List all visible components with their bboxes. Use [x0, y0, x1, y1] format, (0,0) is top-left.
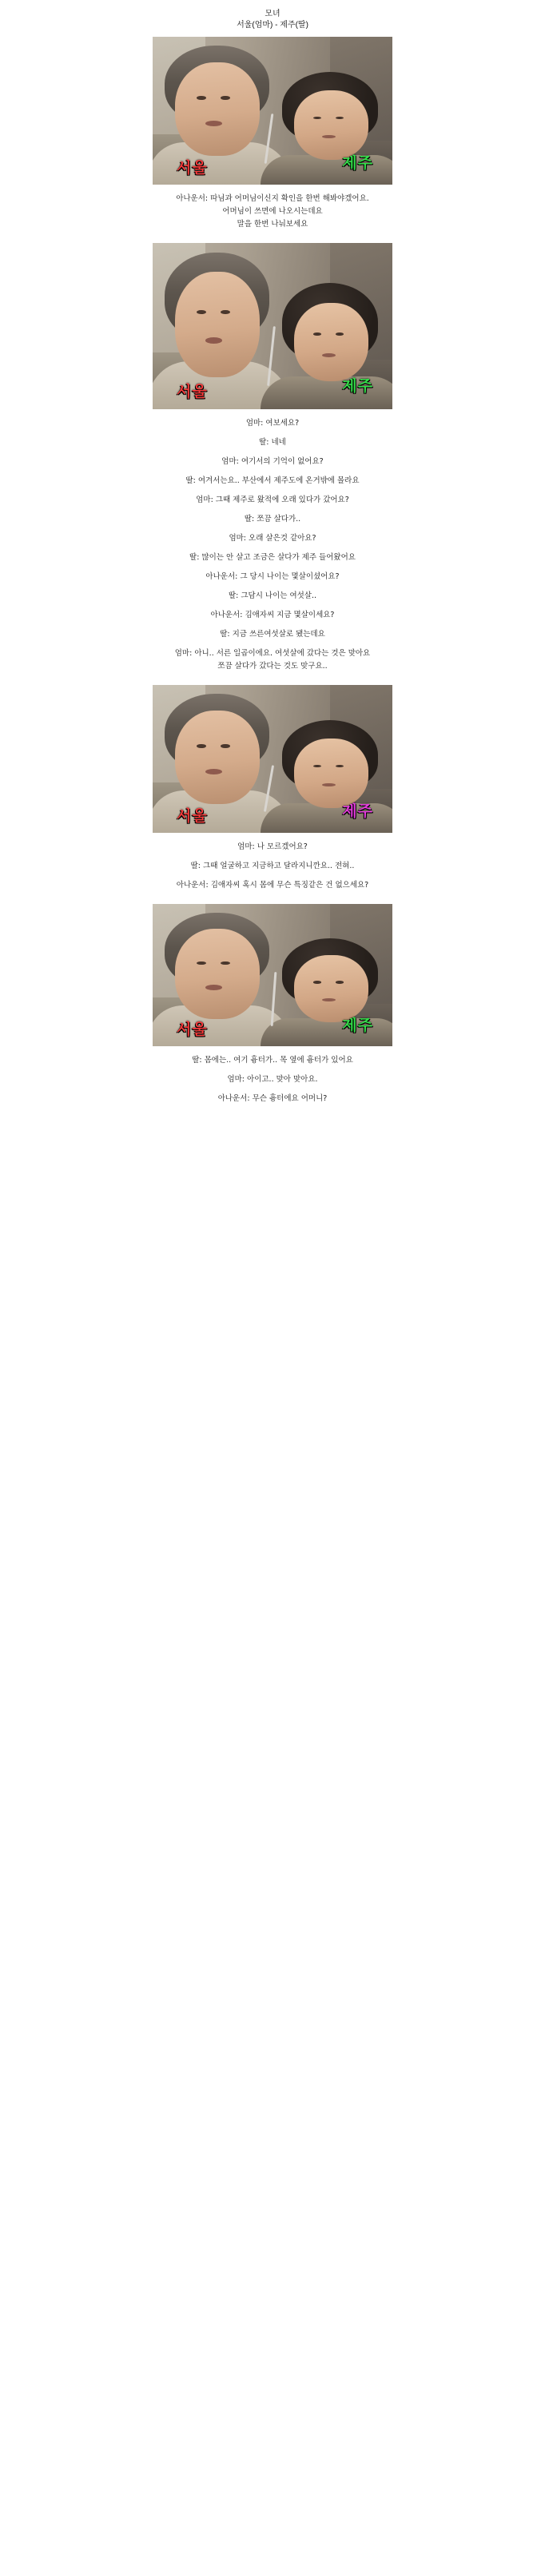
caption-tag-jeju: 제주: [342, 1016, 373, 1034]
photo-scene: [153, 685, 392, 833]
mother-eye-left: [197, 962, 206, 966]
dialogue-line: 엄마: 여보세요?: [245, 419, 300, 428]
daughter-eye-left: [313, 981, 321, 983]
person-daughter: [272, 283, 392, 409]
caption-tag-jeju: 제주: [342, 802, 373, 821]
content-block: [0, 37, 545, 235]
dialogue-line: 딸: 많이는 안 살고 조금은 살다가 제주 들어왔어요: [189, 553, 356, 562]
dialogue-line: 엄마: 여기서의 기억이 없어요?: [221, 457, 324, 466]
mother-eye-right: [221, 96, 230, 100]
mother-face: [175, 929, 260, 1019]
daughter-mouth: [322, 135, 336, 138]
screenshot-photo: [153, 685, 392, 833]
dialogue-line: 딸: 쪼끔 살다가..: [244, 515, 301, 524]
photo-scene: [153, 243, 392, 409]
screenshot-photo: [153, 243, 392, 409]
photo-scene: [153, 904, 392, 1046]
dialogue-line: 엄마: 그때 제주로 왔적에 오래 있다가 갔어요?: [196, 496, 349, 504]
daughter-mouth: [322, 998, 336, 1001]
daughter-eye-left: [313, 765, 321, 767]
mother-eye-left: [197, 310, 206, 314]
mother-face: [175, 711, 260, 804]
mother-mouth: [205, 985, 222, 990]
dialogue-line: 말을 한번 나눠보세요: [237, 220, 308, 229]
daughter-eye-left: [313, 332, 321, 336]
content-block: [0, 904, 545, 1109]
dialogue-line: 딸: 몸에는.. 여기 흉터가.. 목 옆에 흉터가 있어요: [192, 1056, 353, 1065]
daughter-eye-right: [336, 117, 344, 119]
dialogue-group: [0, 1046, 545, 1109]
caption-tag-seoul: 서울: [177, 158, 208, 177]
content-block: [0, 685, 545, 896]
daughter-eye-right: [336, 332, 344, 336]
screenshot-photo: [153, 37, 392, 185]
mother-eye-right: [221, 744, 230, 748]
caption-tag-seoul: 서울: [177, 806, 208, 825]
daughter-face: [294, 90, 368, 160]
page-header: [0, 6, 545, 37]
mother-face: [175, 62, 260, 156]
dialogue-line: 딸: 여겨서는요.. 부산에서 제주도에 온거밖에 몰라요: [185, 476, 360, 485]
content-block: [0, 243, 545, 677]
dialogue-group: [0, 409, 545, 677]
mother-eye-right: [221, 310, 230, 314]
dialogue-group: [0, 185, 545, 235]
page-title: 모녀: [265, 10, 280, 18]
screenshot-photo: [153, 904, 392, 1046]
daughter-eye-right: [336, 765, 344, 767]
dialogue-line: 엄마: 오래 살은것 같아요?: [229, 534, 316, 543]
daughter-face: [294, 955, 368, 1022]
dialogue-line: 엄마: 나 모르겠어요?: [237, 842, 308, 851]
mother-eye-right: [221, 962, 230, 966]
dialogue-line: 아나운서: 무슨 흉터에요 어머니?: [217, 1094, 328, 1103]
dialogue-line: 아나운서: 따님과 어머님이신지 확인을 한번 해봐야겠어요.: [176, 194, 369, 203]
dialogue-line: 아나운서: 김애자씨 혹시 몸에 무슨 특징같은 건 없으세요?: [176, 881, 369, 890]
dialogue-line: 아나운서: 그 당시 나이는 몇살이셨어요?: [205, 572, 340, 581]
daughter-eye-left: [313, 117, 321, 119]
person-daughter: [272, 720, 392, 833]
caption-tag-seoul: 서울: [177, 382, 208, 400]
person-daughter: [272, 72, 392, 185]
dialogue-line: 딸: 네네: [259, 438, 286, 447]
dialogue-line: 엄마: 아니.. 서른 일곱이에요. 여섯살에 갔다는 것은 맞아요: [174, 649, 371, 658]
dialogue-line: 아나운서: 김애자씨 지금 몇살이세요?: [210, 611, 335, 619]
photo-scene: [153, 37, 392, 185]
mother-mouth: [205, 121, 222, 126]
dialogue-group: [0, 833, 545, 896]
dialogue-line: 딸: 지금 쓰른여섯살로 됐는데요: [220, 630, 325, 639]
caption-tag-jeju: 제주: [342, 154, 373, 173]
daughter-mouth: [322, 353, 336, 357]
page-root: [0, 0, 545, 1129]
mother-mouth: [205, 337, 222, 344]
caption-tag-seoul: 서울: [177, 1021, 208, 1039]
mother-mouth: [205, 769, 222, 774]
page-subtitle: 서울(엄마) - 제주(딸): [237, 21, 308, 30]
mother-eye-left: [197, 96, 206, 100]
dialogue-line: 딸: 그담시 나이는 여섯살..: [228, 591, 317, 600]
daughter-face: [294, 739, 368, 808]
daughter-eye-right: [336, 981, 344, 983]
dialogue-line: 엄마: 아이고.. 맞아 맞아요.: [227, 1075, 318, 1084]
dialogue-line: 어머님이 쓰면에 나오시는데요: [222, 207, 323, 216]
dialogue-line: 딸: 그때 얼굴하고 지금하고 달라지니깐요.. 전혀..: [190, 862, 355, 870]
person-daughter: [272, 938, 392, 1046]
mother-face: [175, 272, 260, 377]
daughter-mouth: [322, 783, 336, 786]
dialogue-line: 쪼끔 살다가 갔다는 것도 맞구요..: [217, 662, 328, 671]
daughter-face: [294, 303, 368, 381]
mother-eye-left: [197, 744, 206, 748]
caption-tag-jeju: 제주: [342, 377, 373, 396]
